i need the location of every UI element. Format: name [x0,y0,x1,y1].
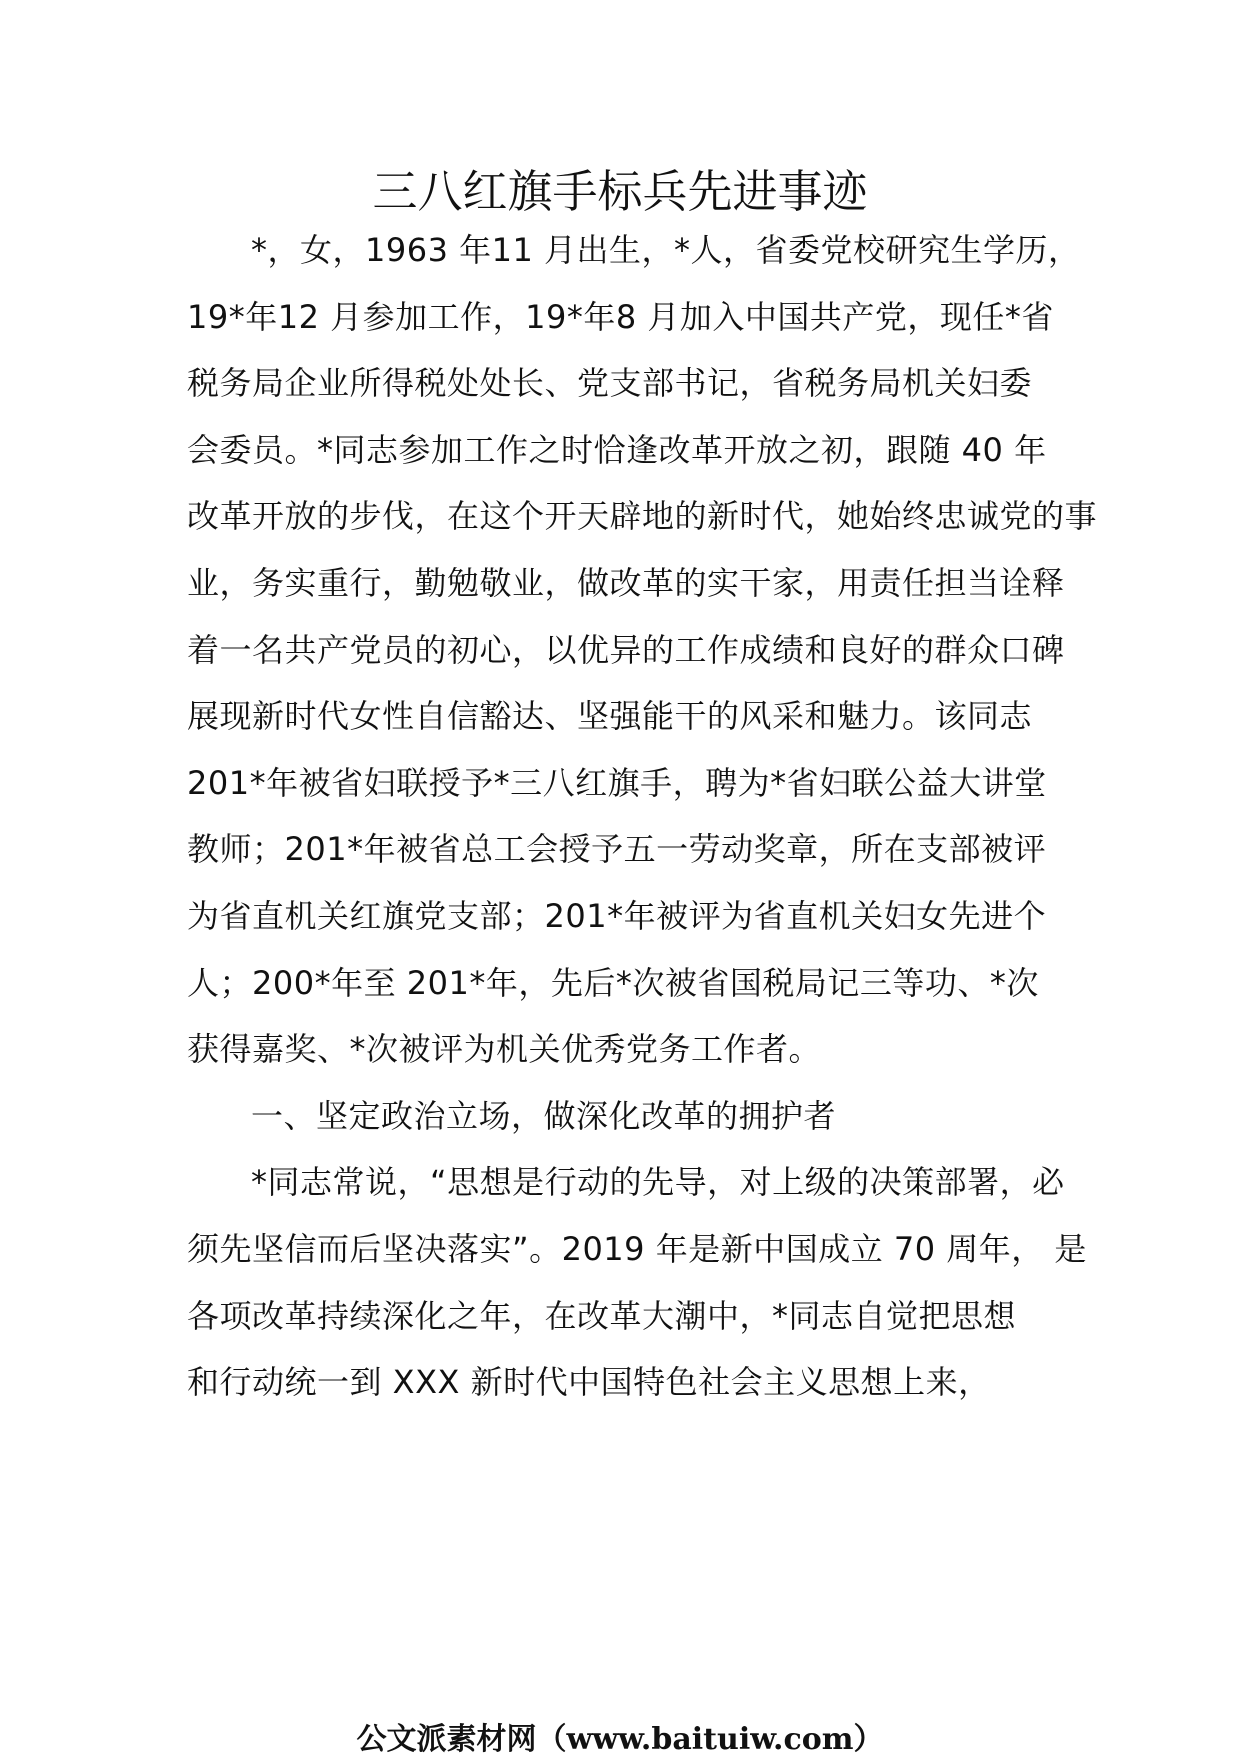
paragraph-line: 税务局企业所得税处处长、党支部书记，省税务局机关妇委 [187,364,1033,403]
paragraph-line: 获得嘉奖、*次被评为机关优秀党务工作者。 [187,1030,822,1069]
paragraph-line: 人；200*年至 201*年，先后*次被省国税局记三等功、*次 [187,963,1039,1002]
paragraph-line: *同志常说，“思想是行动的先导，对上级的决策部署，必 [251,1163,1065,1202]
paragraph-line: 为省直机关红旗党支部；201*年被评为省直机关妇女先进个 [187,896,1047,935]
paragraph-line: 和行动统一到 XXX 新时代中国特色社会主义思想上来， [187,1363,991,1402]
paragraph-line: 改革开放的步伐，在这个开天辟地的新时代，她始终忠诚党的事 [187,497,1098,536]
paragraph-line: 教师；201*年被省总工会授予五一劳动奖章，所在支部被评 [187,830,1047,869]
paragraph-line: 会委员。*同志参加工作之时恰逢改革开放之初，跟随 40 年 [187,430,1047,469]
page-title: 三八红旗手标兵先进事迹 [372,165,868,218]
footer-watermark: 公文派素材网（www.baituiw.com） [356,1722,884,1757]
section-heading: 一、坚定政治立场，做深化改革的拥护者 [251,1096,837,1135]
paragraph-line: 各项改革持续深化之年，在改革大潮中，*同志自觉把思想 [187,1296,1017,1335]
paragraph-line: 19*年12 月参加工作，19*年8 月加入中国共产党，现任*省 [187,297,1054,336]
paragraph-line: 展现新时代女性自信豁达、坚强能干的风采和魅力。该同志 [187,697,1033,736]
paragraph-line: *，女，1963 年11 月出生，*人，省委党校研究生学历， [251,231,1081,269]
paragraph-line: 须先坚信而后坚决落实”。2019 年是新中国成立 70 周年， 是 [187,1229,1087,1268]
document-body [187,224,1098,1423]
paragraph-line: 201*年被省妇联授予*三八红旗手，聘为*省妇联公益大讲堂 [187,763,1047,802]
paragraph-line: 业，务实重行，勤勉敬业，做改革的实干家，用责任担当诠释 [187,563,1065,602]
paragraph-line: 着一名共产党员的初心，以优异的工作成绩和良好的群众口碑 [187,630,1065,669]
